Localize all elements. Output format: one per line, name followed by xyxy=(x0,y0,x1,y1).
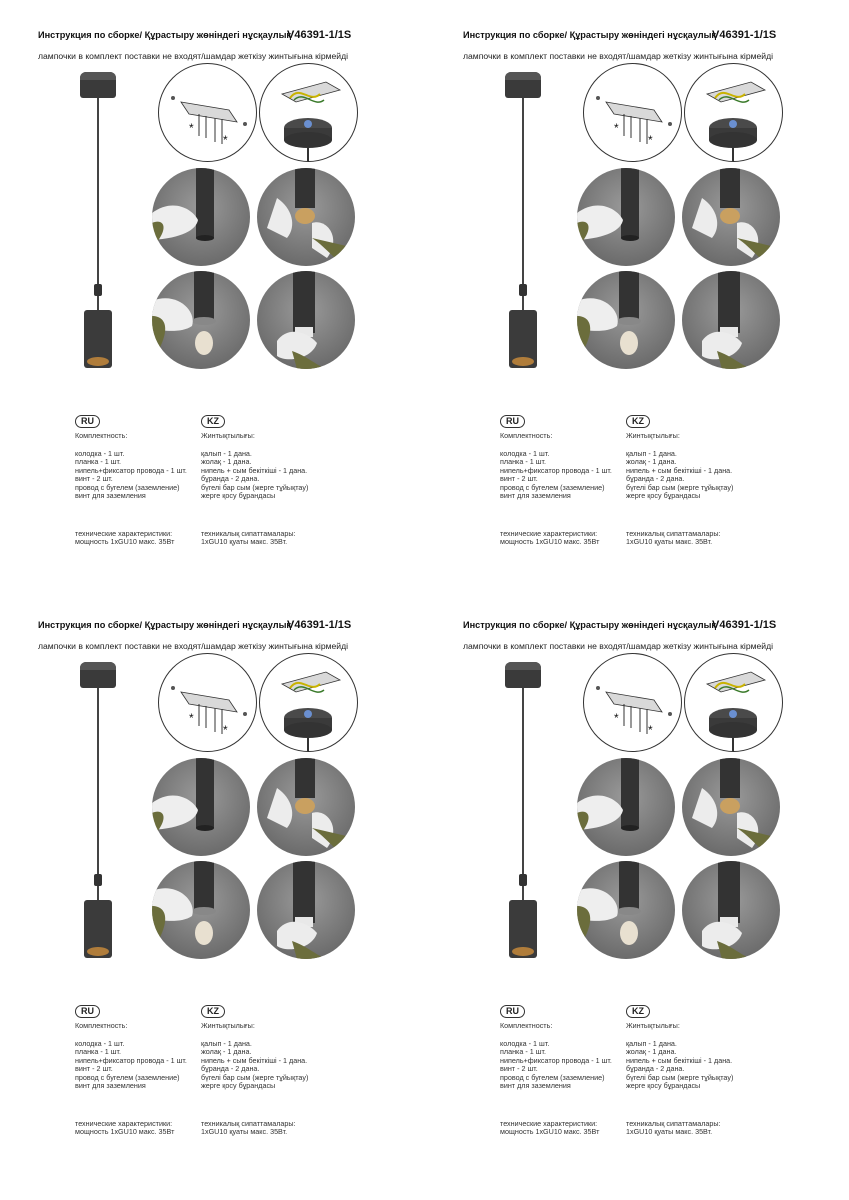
kz-tech-heading: техникалық сипаттамалары: xyxy=(201,1119,296,1128)
kz-contents-list xyxy=(201,1040,308,1090)
canopy-wiring-svg xyxy=(260,654,357,751)
step-photo-2 xyxy=(682,758,780,856)
step-photo-1 xyxy=(577,758,675,856)
hand-holding-shade-photo xyxy=(577,168,675,266)
pendant-lamp-illustration xyxy=(74,662,122,962)
list-item: колодка - 1 шт. xyxy=(500,1039,550,1048)
language-badge-ru: RU xyxy=(500,1005,525,1018)
language-badge-ru: RU xyxy=(500,415,525,428)
list-item: жерге қосу бұрандасы xyxy=(201,1081,276,1091)
bulbs-not-included-note: лампочки в комплект поставки не входят/шамдар жеткізу жинтығына кірмейді xyxy=(38,641,349,651)
list-item: бұранда - 2 дана. xyxy=(626,474,685,484)
step-photo-2 xyxy=(257,168,355,266)
canopy-wiring-diagram xyxy=(259,63,358,162)
ru-contents-list xyxy=(500,450,612,500)
bulb-install-photo xyxy=(682,271,780,369)
instruction-sheet xyxy=(0,0,424,600)
list-item: нипель+фиксатор провода - 1 шт. xyxy=(75,465,187,475)
instruction-sheet xyxy=(425,0,849,600)
mounting-bar-svg xyxy=(584,654,681,751)
list-item: винт - 2 шт. xyxy=(75,474,113,484)
list-item: винт - 2 шт. xyxy=(75,1064,113,1074)
hand-holding-shade-photo xyxy=(152,168,250,266)
kz-contents-heading: Жинтықтылығы: xyxy=(201,1021,255,1030)
pendant-lamp-illustration xyxy=(499,72,547,372)
step-photo-4 xyxy=(682,271,780,369)
list-item: провод с бугелем (заземление) xyxy=(500,482,605,492)
step-photo-1 xyxy=(152,168,250,266)
bulbs-not-included-note: лампочки в комплект поставки не входят/шамдар жеткізу жинтығына кірмейді xyxy=(463,641,774,651)
list-item: провод с бугелем (заземление) xyxy=(75,1072,180,1082)
model-number: V46391-1/1S xyxy=(287,619,352,631)
lamp-cord xyxy=(522,688,524,901)
list-item: қалып - 1 дана. xyxy=(201,1039,252,1048)
star-mark-1: * xyxy=(189,711,194,725)
bulb-insert-photo xyxy=(152,861,250,959)
language-badge-kz: KZ xyxy=(626,415,650,428)
kz-contents-heading: Жинтықтылығы: xyxy=(201,431,255,440)
list-item: бұранда - 2 дана. xyxy=(201,474,260,484)
kz-tech-specs xyxy=(201,530,296,547)
lamp-shade-opening xyxy=(87,947,109,956)
lamp-cord-clip xyxy=(94,284,102,296)
list-item: нипель + сым бекіткіші - 1 дана. xyxy=(626,1055,733,1065)
list-item: нипель + сым бекіткіші - 1 дана. xyxy=(201,465,308,475)
kz-tech-value: 1xGU10 қуаты макс. 35Вт. xyxy=(201,1127,288,1137)
bulb-install-photo xyxy=(682,861,780,959)
list-item: колодка - 1 шт. xyxy=(75,1039,125,1048)
step-photo-3 xyxy=(577,271,675,369)
pendant-lamp-illustration xyxy=(499,662,547,962)
lamp-cord-clip xyxy=(519,284,527,296)
ru-tech-heading: технические характеристики: xyxy=(75,1119,173,1128)
canopy-wiring-svg xyxy=(260,64,357,161)
bulbs-not-included-note: лампочки в комплект поставки не входят/шамдар жеткізу жинтығына кірмейді xyxy=(38,51,349,61)
lamp-cord-clip xyxy=(94,874,102,886)
ru-tech-heading: технические характеристики: xyxy=(500,529,598,538)
list-item: жолақ - 1 дана. xyxy=(201,1047,252,1057)
list-item: планка - 1 шт. xyxy=(75,1047,121,1057)
lamp-shade-opening xyxy=(87,357,109,366)
step-photo-4 xyxy=(682,861,780,959)
canopy-wiring-diagram xyxy=(684,63,783,162)
ru-contents-heading: Комплектность: xyxy=(75,431,128,440)
socket-connect-photo xyxy=(682,758,780,856)
ru-tech-value: мощность 1xGU10 макс. 35Вт xyxy=(75,1127,175,1137)
step-photo-3 xyxy=(152,271,250,369)
ru-tech-heading: технические характеристики: xyxy=(75,529,173,538)
step-photo-1 xyxy=(152,758,250,856)
lamp-canopy-top xyxy=(505,72,541,80)
ru-contents-list xyxy=(500,1040,612,1090)
lamp-cord xyxy=(97,98,99,311)
pendant-lamp-illustration xyxy=(74,72,122,372)
kz-contents-heading: Жинтықтылығы: xyxy=(626,431,680,440)
kz-tech-value: 1xGU10 қуаты макс. 35Вт. xyxy=(201,537,288,547)
list-item: жолақ - 1 дана. xyxy=(626,457,677,467)
step-photo-3 xyxy=(152,861,250,959)
list-item: жерге қосу бұрандасы xyxy=(201,491,276,501)
language-badge-ru: RU xyxy=(75,1005,100,1018)
ru-contents-heading: Комплектность: xyxy=(500,431,553,440)
instruction-sheet xyxy=(425,590,849,1190)
step-photo-2 xyxy=(257,758,355,856)
socket-connect-photo xyxy=(257,758,355,856)
kz-tech-specs xyxy=(626,530,721,547)
ru-tech-specs xyxy=(75,530,174,547)
kz-tech-heading: техникалық сипаттамалары: xyxy=(626,529,721,538)
canopy-wiring-diagram xyxy=(259,653,358,752)
list-item: винт для заземления xyxy=(500,491,571,501)
lamp-shade-opening xyxy=(512,947,534,956)
list-item: колодка - 1 шт. xyxy=(75,449,125,458)
mounting-bar-diagram xyxy=(583,63,682,162)
list-item: жерге қосу бұрандасы xyxy=(626,491,701,501)
model-number: V46391-1/1S xyxy=(712,619,777,631)
canopy-wiring-diagram xyxy=(684,653,783,752)
ru-tech-specs xyxy=(500,1120,599,1137)
ru-tech-specs xyxy=(500,530,599,547)
star-mark-1: * xyxy=(189,121,194,135)
list-item: жолақ - 1 дана. xyxy=(626,1047,677,1057)
sheet-title: Инструкция по сборке/ Құрастыру жөніндегі нұсқаулық xyxy=(463,30,717,40)
ru-contents-list xyxy=(75,450,187,500)
kz-contents-list xyxy=(626,1040,733,1090)
step-photo-4 xyxy=(257,271,355,369)
lamp-canopy-top xyxy=(80,662,116,670)
model-number: V46391-1/1S xyxy=(712,29,777,41)
hand-holding-shade-photo xyxy=(152,758,250,856)
list-item: бүгелі бар сым (жерге тұйықтау) xyxy=(626,482,734,492)
language-badge-kz: KZ xyxy=(626,1005,650,1018)
lamp-cord xyxy=(97,688,99,901)
mounting-bar-diagram xyxy=(583,653,682,752)
lamp-canopy-top xyxy=(80,72,116,80)
list-item: бүгелі бар сым (жерге тұйықтау) xyxy=(201,482,309,492)
list-item: қалып - 1 дана. xyxy=(626,1039,677,1048)
mounting-bar-diagram xyxy=(158,63,257,162)
sheet-title: Инструкция по сборке/ Құрастыру жөніндегі нұсқаулық xyxy=(463,620,717,630)
mounting-bar-svg xyxy=(159,64,256,161)
language-badge-kz: KZ xyxy=(201,1005,225,1018)
list-item: винт для заземления xyxy=(75,1081,146,1091)
lamp-shade-opening xyxy=(512,357,534,366)
list-item: нипель+фиксатор провода - 1 шт. xyxy=(500,1055,612,1065)
list-item: провод с бугелем (заземление) xyxy=(500,1072,605,1082)
ru-tech-value: мощность 1xGU10 макс. 35Вт xyxy=(75,537,175,547)
list-item: планка - 1 шт. xyxy=(75,457,121,467)
list-item: қалып - 1 дана. xyxy=(626,449,677,458)
list-item: нипель+фиксатор провода - 1 шт. xyxy=(75,1055,187,1065)
list-item: жерге қосу бұрандасы xyxy=(626,1081,701,1091)
bulb-insert-photo xyxy=(577,271,675,369)
list-item: планка - 1 шт. xyxy=(500,457,546,467)
star-mark-2: * xyxy=(223,723,228,737)
list-item: бұранда - 2 дана. xyxy=(201,1064,260,1074)
list-item: бүгелі бар сым (жерге тұйықтау) xyxy=(626,1072,734,1082)
list-item: винт для заземления xyxy=(500,1081,571,1091)
language-badge-kz: KZ xyxy=(201,415,225,428)
list-item: винт для заземления xyxy=(75,491,146,501)
list-item: бұранда - 2 дана. xyxy=(626,1064,685,1074)
kz-contents-heading: Жинтықтылығы: xyxy=(626,1021,680,1030)
bulb-install-photo xyxy=(257,271,355,369)
step-photo-4 xyxy=(257,861,355,959)
list-item: нипель + сым бекіткіші - 1 дана. xyxy=(201,1055,308,1065)
ru-tech-specs xyxy=(75,1120,174,1137)
header xyxy=(463,30,813,44)
kz-tech-specs xyxy=(626,1120,721,1137)
header xyxy=(38,30,388,44)
star-mark-2: * xyxy=(648,133,653,147)
model-number: V46391-1/1S xyxy=(287,29,352,41)
ru-contents-heading: Комплектность: xyxy=(75,1021,128,1030)
lamp-canopy-top xyxy=(505,662,541,670)
list-item: планка - 1 шт. xyxy=(500,1047,546,1057)
star-mark-2: * xyxy=(648,723,653,737)
list-item: винт - 2 шт. xyxy=(500,474,538,484)
mounting-bar-svg xyxy=(159,654,256,751)
lamp-cord-clip xyxy=(519,874,527,886)
list-item: қалып - 1 дана. xyxy=(201,449,252,458)
ru-tech-value: мощность 1xGU10 макс. 35Вт xyxy=(500,537,600,547)
list-item: нипель + сым бекіткіші - 1 дана. xyxy=(626,465,733,475)
kz-contents-list xyxy=(201,450,308,500)
hand-holding-shade-photo xyxy=(577,758,675,856)
ru-tech-value: мощность 1xGU10 макс. 35Вт xyxy=(500,1127,600,1137)
list-item: жолақ - 1 дана. xyxy=(201,457,252,467)
ru-contents-heading: Комплектность: xyxy=(500,1021,553,1030)
bulb-insert-photo xyxy=(152,271,250,369)
bulb-insert-photo xyxy=(577,861,675,959)
socket-connect-photo xyxy=(682,168,780,266)
sheet-title: Инструкция по сборке/ Құрастыру жөніндегі нұсқаулық xyxy=(38,30,292,40)
step-photo-1 xyxy=(577,168,675,266)
list-item: провод с бугелем (заземление) xyxy=(75,482,180,492)
language-badge-ru: RU xyxy=(75,415,100,428)
list-item: колодка - 1 шт. xyxy=(500,449,550,458)
instruction-sheet xyxy=(0,590,424,1190)
star-mark-1: * xyxy=(614,121,619,135)
step-photo-2 xyxy=(682,168,780,266)
list-item: бүгелі бар сым (жерге тұйықтау) xyxy=(201,1072,309,1082)
kz-tech-heading: техникалық сипаттамалары: xyxy=(201,529,296,538)
list-item: винт - 2 шт. xyxy=(500,1064,538,1074)
star-mark-2: * xyxy=(223,133,228,147)
step-photo-3 xyxy=(577,861,675,959)
bulb-install-photo xyxy=(257,861,355,959)
lamp-cord xyxy=(522,98,524,311)
bulbs-not-included-note: лампочки в комплект поставки не входят/шамдар жеткізу жинтығына кірмейді xyxy=(463,51,774,61)
list-item: нипель+фиксатор провода - 1 шт. xyxy=(500,465,612,475)
star-mark-1: * xyxy=(614,711,619,725)
kz-tech-specs xyxy=(201,1120,296,1137)
kz-tech-value: 1xGU10 қуаты макс. 35Вт. xyxy=(626,537,713,547)
canopy-wiring-svg xyxy=(685,64,782,161)
ru-tech-heading: технические характеристики: xyxy=(500,1119,598,1128)
socket-connect-photo xyxy=(257,168,355,266)
kz-tech-heading: техникалық сипаттамалары: xyxy=(626,1119,721,1128)
kz-tech-value: 1xGU10 қуаты макс. 35Вт. xyxy=(626,1127,713,1137)
ru-contents-list xyxy=(75,1040,187,1090)
canopy-wiring-svg xyxy=(685,654,782,751)
sheet-title: Инструкция по сборке/ Құрастыру жөніндегі нұсқаулық xyxy=(38,620,292,630)
kz-contents-list xyxy=(626,450,733,500)
header xyxy=(463,620,813,634)
header xyxy=(38,620,388,634)
mounting-bar-diagram xyxy=(158,653,257,752)
mounting-bar-svg xyxy=(584,64,681,161)
